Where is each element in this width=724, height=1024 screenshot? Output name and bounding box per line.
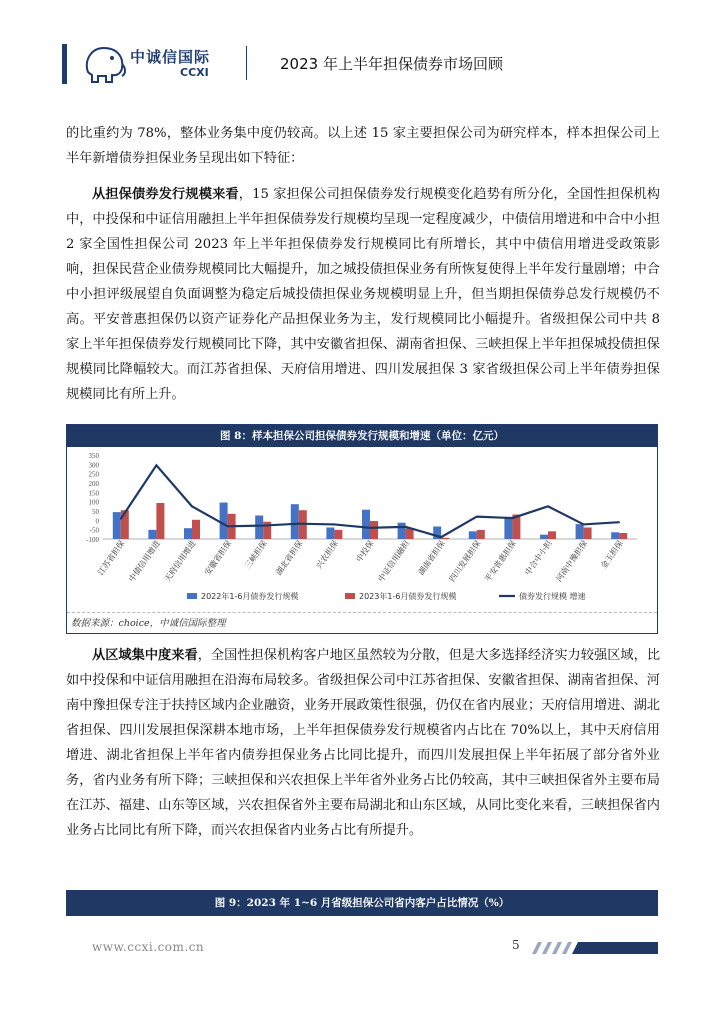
bar-2022 <box>611 532 619 539</box>
bar-2022 <box>398 523 406 539</box>
category-label: 金玉担保 <box>599 538 625 571</box>
bar-2022 <box>184 528 192 539</box>
bar-2022 <box>540 535 548 539</box>
figure-8-title: 图 8：样本担保公司担保债券发行规模和增速（单位：亿元） <box>67 425 657 447</box>
paragraph-intro: 的比重约为 78%，整体业务集中度仍较高。以上述 15 家主要担保公司为研究样本，样本担保公司上半年新增债券担保业务呈现出如下特征： <box>66 126 660 166</box>
category-label: 四川发展担保 <box>447 538 483 584</box>
y-tick-label: -100 <box>86 536 99 544</box>
growth-rate-point <box>476 516 478 518</box>
category-label: 平安普惠担保 <box>483 538 519 584</box>
bar-2023 <box>370 521 378 539</box>
growth-rate-point <box>120 518 122 520</box>
growth-rate-point <box>262 525 264 527</box>
paragraph-regional-concentration <box>66 643 660 843</box>
header-accent-bar <box>62 44 67 84</box>
paragraph-text: ，15 家担保公司担保债券发行规模变化趋势有所分化，全国性担保机构中，中投保和中证信用融担上半年担保债券发行规模均呈现一定程度减少，中债信用增进和中合中小担 2 家全国性担保公司 2023 年上半年担保债券发行规模同比有所增长，其中中债信用增进受政策影响，担保民营企业债券规模同比大幅提升，加之城投债担保业务有所恢复使得上半年发行量剧增；中合中小担评级展望自负面调整为稳定后城投债担保业务规模明显上升，但当期担保债券总发行规模仍不高。平安普惠担保仍以资产证券化产品担保业务为主，发行规模同比小幅提升。省级担保公司中共 8 家上半年担保债券发行规模同比下降，其中安徽省担保、湖南省担保、三峡担保上半年担保城投债担保规模同比降幅较大。而江苏省担保、天府信用增进、四川发展担保 3 家省级担保公司上半年债券担保规模同比有所上升。 <box>66 187 660 402</box>
y-tick-label: 350 <box>88 452 99 460</box>
growth-rate-point <box>298 523 300 525</box>
issuance-chart <box>67 447 657 611</box>
y-tick-label: 100 <box>88 498 99 507</box>
bar-2023 <box>192 520 200 539</box>
paragraph-text: ，全国性担保机构客户地区虽然较为分散，但是大多选择经济实力较强区域，比如中投保和中证信用融担在沿海布局较多。省级担保公司中江苏省担保、安徽省担保、湖南省担保、河南中豫担保专注于扶持区域内企业融资，业务开展政策性很强，仍仅在省内展业；天府信用增进、湖北省担保、四川发展担保深耕本地市场，上半年担保债券发行规模省内占比在 70%以上，其中天府信用增进、湖北省担保上半年省内债券担保业务占比同比提升，而四川发展担保上半年拓展了部分省外业务，省内业务有所下降；三峡担保和兴农担保上半年省外业务占比仍较高，其中三峡担保省外主要布局在江苏、福建、山东等区域，兴农担保省外主要布局湖北和山东区域，从同比变化来看，三峡担保省内业务占比同比有所下降，而兴农担保省内业务占比有所提升。 <box>66 648 661 838</box>
growth-rate-point <box>405 526 407 528</box>
y-tick-label: 150 <box>88 489 99 498</box>
bar-2022 <box>291 504 299 539</box>
category-label: 中投保 <box>354 538 376 564</box>
paragraph-issuance-scale <box>66 182 660 407</box>
footer-website: www.ccxi.com.cn <box>92 940 205 954</box>
category-label: 三峡担保 <box>243 538 269 571</box>
page-number: 5 <box>512 938 520 952</box>
bar-2023 <box>619 533 627 539</box>
growth-rate-point <box>512 517 514 519</box>
legend-label: 2022年1-6月债券发行规模 <box>201 592 299 601</box>
bar-2022 <box>362 510 370 539</box>
logo-subtext: CCXI <box>180 66 209 79</box>
bar-2022 <box>326 527 334 539</box>
y-tick-label: 0 <box>95 517 99 526</box>
legend-swatch <box>187 593 197 599</box>
legend-swatch <box>345 593 355 599</box>
paragraph-lead: 从区域集中度来看 <box>92 648 198 663</box>
figure-source-divider <box>67 612 657 613</box>
bar-2023 <box>584 527 592 539</box>
growth-rate-point <box>618 521 620 523</box>
growth-rate-point <box>547 506 549 508</box>
bar-2023 <box>441 538 449 539</box>
y-tick-label: 250 <box>88 470 99 479</box>
category-label: 湖南省担保 <box>416 538 447 577</box>
category-label: 中债信用增进 <box>127 538 163 584</box>
elephant-logo-icon <box>82 42 128 86</box>
bar-2022 <box>113 512 121 539</box>
category-label: 河南中豫担保 <box>554 538 590 584</box>
figure-8 <box>66 424 658 634</box>
figure-9-title: 图 9：2023 年 1~6 月省级担保公司省内客户占比情况（%） <box>66 890 658 916</box>
category-label: 兴农担保 <box>314 538 341 571</box>
header-divider <box>246 46 247 80</box>
bar-2023 <box>477 530 485 539</box>
figure-8-source: 数据来源：choice，中诚信国际整理 <box>71 618 226 629</box>
bar-2022 <box>255 515 263 539</box>
legend-label: 2023年1-6月债券发行规模 <box>359 592 457 601</box>
category-label: 中合中小担 <box>523 538 554 577</box>
y-tick-label: 200 <box>88 480 99 488</box>
growth-rate-point <box>583 524 585 526</box>
bar-2022 <box>504 517 512 539</box>
growth-rate-point <box>227 526 229 528</box>
category-label: 湖北省担保 <box>274 538 305 577</box>
growth-rate-point <box>191 506 193 508</box>
y-tick-label: -50 <box>89 526 99 535</box>
bar-2022 <box>576 524 584 539</box>
category-label: 天府信用增进 <box>162 538 198 584</box>
growth-rate-point <box>156 464 158 466</box>
bar-2023 <box>156 503 164 539</box>
bar-2022 <box>469 531 477 539</box>
logo-text: 中诚信国际 <box>130 48 211 66</box>
category-label: 中证信用融担 <box>376 538 412 584</box>
legend-label: 债券发行规模 增速 <box>519 592 586 601</box>
category-label: 江苏省担保 <box>96 538 127 577</box>
y-tick-label: 300 <box>88 461 99 470</box>
y-tick-label: 50 <box>92 508 99 516</box>
bar-2023 <box>334 530 342 539</box>
category-label: 安徽省担保 <box>202 538 234 577</box>
bar-2022 <box>148 530 156 539</box>
growth-rate-point <box>334 524 336 526</box>
footer-stripe-decoration <box>528 942 658 954</box>
bar-2023 <box>548 531 556 539</box>
growth-rate-point <box>369 527 371 529</box>
ccxi-logo <box>82 42 232 86</box>
bar-2022 <box>220 503 228 539</box>
growth-rate-point <box>440 536 442 538</box>
paragraph-lead: 从担保债券发行规模来看 <box>92 187 239 202</box>
report-title: 2023 年上半年担保债券市场回顾 <box>280 55 503 73</box>
